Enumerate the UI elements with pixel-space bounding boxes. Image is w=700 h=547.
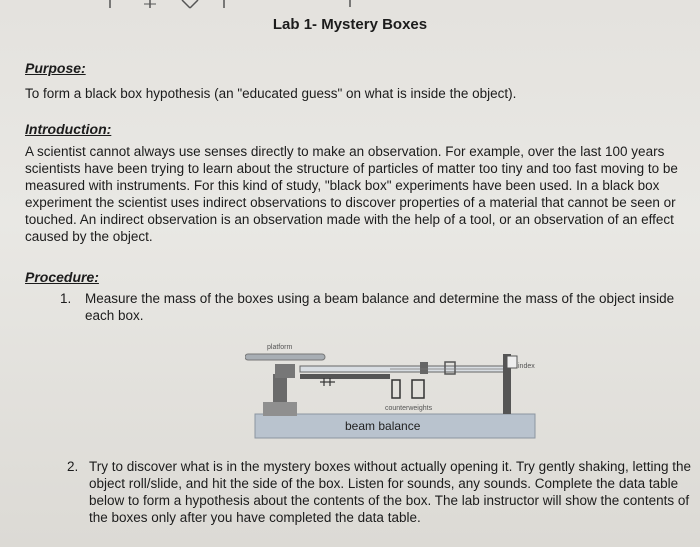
item-number: 2. xyxy=(67,459,79,474)
counterweight-1 xyxy=(392,380,400,398)
small-weight-marker xyxy=(320,378,335,386)
intro-line: experiment the scientist uses indirect observations to discover properties of a material that cannot be seen or xyxy=(25,195,676,210)
item-line: Try to discover what is in the mystery boxes without actually opening it. Try gently shaking, letting the xyxy=(89,459,692,474)
counterweight-2 xyxy=(412,380,424,398)
index-scale xyxy=(507,356,517,368)
item-number: 1. xyxy=(60,291,72,306)
counterweights-label: counterweights xyxy=(385,405,433,412)
central-block xyxy=(275,364,295,378)
platform xyxy=(245,354,325,360)
item-text xyxy=(85,290,674,324)
item-line: object roll/slide, and hit the side of the box. Listen for sounds, any sounds. Complete the data table xyxy=(89,476,679,491)
intro-line: touched. An indirect observation is an observation made with the help of a tool, or an observation of an effect xyxy=(25,212,674,227)
procedure-item-2 xyxy=(67,458,692,538)
intro-line: A scientist cannot always use senses directly to make an observation. For example, over the last 100 years xyxy=(25,144,665,159)
procedure-heading: Procedure: xyxy=(25,269,99,285)
beam-balance-diagram xyxy=(245,340,545,440)
page-title: Lab 1- Mystery Boxes xyxy=(272,16,428,33)
rider-1 xyxy=(420,362,428,374)
intro-line: scientists have been trying to learn about the structure of particles of matter too tiny and too fast moving to be xyxy=(25,161,678,176)
intro-line: measured with instruments. For this kind of study, "black box" experiments have been used. In a black box xyxy=(25,178,660,193)
index-label: index xyxy=(518,363,535,370)
procedure-item-1 xyxy=(60,290,690,326)
purpose-text: To form a black box hypothesis (an "educated guess" on what is inside the object). xyxy=(25,86,517,101)
introduction-heading: Introduction: xyxy=(25,121,112,137)
platform-label: platform xyxy=(267,344,293,351)
item-text xyxy=(89,458,691,526)
item-line: below to form a hypothesis about the contents of the box. The lab instructor will show the contents of xyxy=(89,493,690,508)
foot-left xyxy=(263,402,297,416)
top-edge-marks xyxy=(0,0,700,12)
intro-line: caused by the object. xyxy=(25,229,153,244)
purpose-heading: Purpose: xyxy=(25,60,86,76)
beam-middle xyxy=(300,374,390,379)
base-label: beam balance xyxy=(345,419,421,433)
item-line: the boxes only after you have completed the data table. xyxy=(89,510,421,525)
introduction-text xyxy=(25,143,678,245)
item-line: each box. xyxy=(85,308,144,323)
item-line: Measure the mass of the boxes using a beam balance and determine the mass of the object inside xyxy=(85,291,675,306)
